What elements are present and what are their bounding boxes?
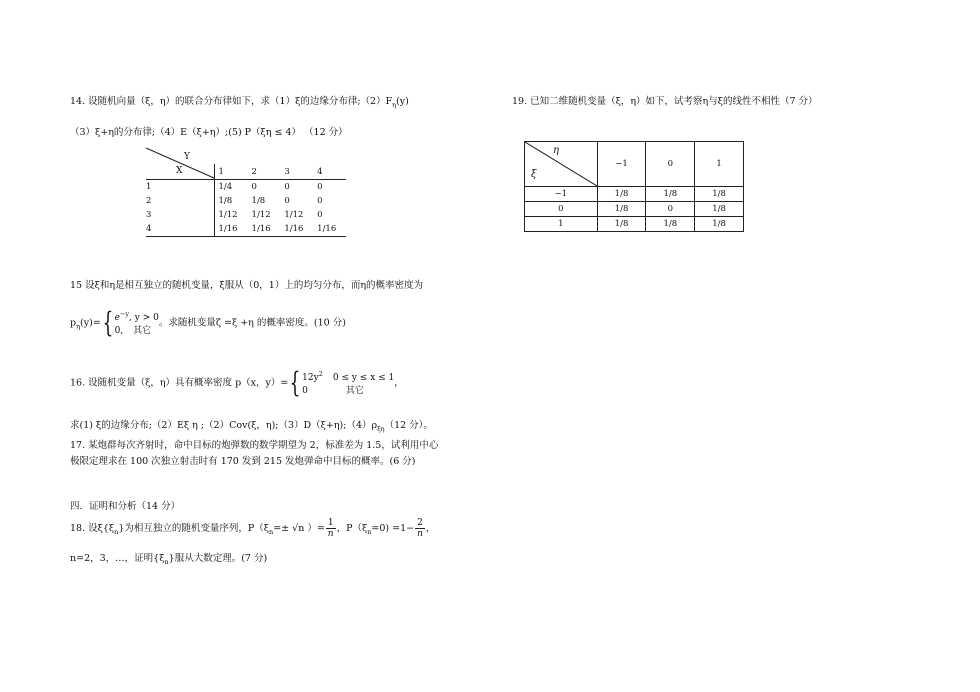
q18-mid2-end: =0) =1−: [371, 523, 415, 534]
q18-frac1: [326, 518, 336, 539]
q15-p-label: p: [70, 317, 77, 329]
q19-cell: 1/8: [695, 187, 744, 202]
q15-case1-expr: e: [114, 313, 120, 323]
q15-tail: 。求随机变量ζ =ξ +η 的概率密度。(10 分): [158, 317, 346, 329]
q19-row-label: ξ: [531, 169, 537, 180]
q18-mid2: ，P（ξ: [336, 523, 368, 534]
q14-cell: 1/4: [214, 180, 248, 195]
q14-x-value: 2: [146, 194, 214, 208]
q16-case1-sup: 2: [318, 370, 323, 378]
q14-x-value: 1: [146, 180, 214, 195]
q14-x-label: X: [176, 166, 183, 176]
q19-row: [525, 202, 744, 217]
q19-row: [525, 187, 744, 202]
q18-frac2-den: n: [417, 529, 423, 539]
q14-cell: 1/12: [251, 210, 271, 220]
q18-tail: ，: [425, 523, 436, 534]
q18-line2-seq-sub: n: [164, 557, 169, 566]
q14-row: [146, 208, 346, 222]
q19-row: [525, 217, 744, 232]
q19-col-value: 1: [695, 142, 744, 187]
q14-y-value: 1: [218, 166, 224, 177]
q18-line1: [70, 518, 435, 543]
q17-line1: 17. 某炮群每次齐射时，命中目标的炮弹数的数学期望为 2，标准差为 1.5，试利用中心: [70, 440, 439, 451]
q18-seq-end: }: [118, 523, 125, 534]
q15-case1: [115, 308, 159, 325]
q18-mid2-sub: n: [367, 527, 372, 536]
q16-cases: [302, 368, 394, 398]
q15-case2-cond: 其它: [133, 326, 152, 336]
q14-spacer-cell: [146, 148, 214, 164]
q14-corner-cell: [146, 164, 214, 180]
q15-line1: 15 设ξ和η是相互独立的随机变量，ξ服从（0，1）上的均匀分布，而η的概率密度为: [70, 280, 424, 291]
q18-seq: {ξ: [102, 523, 115, 534]
q19-xi-value: 0: [525, 202, 598, 217]
q18-line2-seq-end: }: [168, 553, 175, 564]
q15-case2-expr: 0,: [114, 326, 124, 336]
q18-frac1-den: n: [327, 529, 334, 539]
q14-y-value: 4: [317, 166, 323, 177]
q19-cell: 1/8: [695, 202, 744, 217]
q19-col-value: 0: [646, 142, 695, 187]
q14-x-value: 4: [146, 222, 214, 237]
q14-row: [146, 180, 346, 195]
q14-cell: 1/16: [280, 222, 313, 237]
q18-line2-seq: {ξ: [153, 553, 165, 564]
q14-joint-table: [146, 148, 346, 237]
q18-frac2: [415, 518, 425, 539]
q19-xi-value: −1: [525, 187, 598, 202]
q18-line2-end: 服从大数定理。(7 分): [174, 553, 268, 564]
q14-cell: 1/16: [248, 222, 281, 237]
q14-cell: 1/8: [218, 196, 233, 206]
q14-line1-text: 14. 设随机向量（ξ，η）的联合分布律如下，求（1）ξ的边缘分布律;（2）F: [70, 96, 393, 107]
q16-case2: [302, 385, 394, 398]
q14-cell: 0: [248, 180, 281, 195]
q14-line2: （3）ξ+η的分布律;（4）E（ξ+η）;(5) P（ξη ≤ 4） （12 分）: [70, 127, 348, 138]
q19-cell: 1/8: [695, 217, 744, 232]
q19-corner-cell: [525, 142, 598, 187]
q14-header-row: [146, 164, 346, 180]
q15-case1-cond: , y > 0: [129, 313, 159, 323]
q14-x-value: 3: [146, 208, 214, 222]
q18-seq-sub: n: [114, 527, 119, 536]
q14-cell: 0: [280, 180, 313, 195]
q18-line2: [70, 553, 267, 568]
q14-row: [146, 222, 346, 237]
q15-cases: [115, 308, 159, 338]
q14-y-value: 3: [284, 166, 290, 177]
q14-cell: 0: [284, 196, 290, 206]
q19-cell: 1/8: [597, 217, 646, 232]
q14-cell: 0: [317, 196, 323, 206]
q18-lead: 18. 设ξ: [70, 523, 103, 534]
q14-cell: 1/12: [218, 210, 238, 220]
section4-title: 四．证明和分析（14 分）: [70, 501, 181, 512]
q14-cell: 1/16: [214, 222, 248, 237]
q14-cell: 1/16: [313, 222, 346, 237]
q14-cell: 1/8: [251, 196, 266, 206]
q18-mid1: 为相互独立的随机变量序列，P（ξ: [124, 523, 270, 534]
q19-joint-table: [524, 141, 744, 232]
q16-density-line: [70, 368, 404, 398]
q14-y-value: 2: [251, 166, 257, 177]
q19-cell: 1/8: [646, 187, 695, 202]
q15-left-brace: {: [102, 306, 114, 339]
q16-line2-text: 求(1) ξ的边缘分布;（2）Eξ η ;（2）Cov(ξ，η);（3）D（ξ+η);（4）ρ: [70, 420, 378, 431]
q14-y-label: Y: [184, 152, 190, 162]
q15-p-arg: (y)=: [80, 317, 101, 329]
q18-frac2-num: 2: [415, 518, 425, 529]
q16-line2: [70, 420, 433, 435]
q16-left-brace: {: [289, 366, 301, 399]
q14-cell: 1/12: [284, 210, 304, 220]
q18-mid1-sub: n: [269, 527, 274, 536]
q14-row: [146, 194, 346, 208]
q19-xi-value: 1: [525, 217, 598, 232]
q14-line1-sub: η: [392, 100, 397, 109]
q19-cell: 1/8: [597, 202, 646, 217]
q14-cell: 0: [313, 180, 346, 195]
q14-cell: 0: [317, 210, 323, 220]
q18-frac1-num: 1: [326, 518, 336, 529]
q16-tail: ，: [394, 377, 404, 389]
q17-line2: 极限定理求在 100 次独立射击时有 170 发到 215 发炮弹命中目标的概率。(6 分): [70, 456, 416, 467]
q14-line1-end: (y): [396, 96, 409, 107]
q19-cell: 1/8: [646, 217, 695, 232]
q18-line2-text: n=2，3，…，证明: [70, 553, 154, 564]
q19-line1: 19. 已知二维随机变量（ξ，η）如下，试考察η与ξ的线性不相性（7 分）: [512, 96, 818, 107]
q14-spacer-cell: [214, 148, 346, 164]
q19-cell: 0: [646, 202, 695, 217]
q19-col-label: η: [553, 145, 559, 156]
q18-mid1-end: =± √n ）=: [273, 523, 325, 534]
q16-case1-expr: 12y: [302, 373, 319, 383]
q14-spacer-row: [146, 148, 346, 164]
q16-case1-cond: 0 ≤ y ≤ x ≤ 1: [332, 373, 395, 383]
q15-density-line: [70, 308, 346, 338]
q16-line2-sub: ξη: [377, 424, 385, 433]
q14-line1: [70, 96, 409, 111]
q16-case1: [302, 368, 394, 385]
q16-line2-end: （12 分）。: [384, 420, 433, 431]
q16-case2-expr: 0: [302, 386, 308, 396]
q15-case1-sup: −y: [119, 310, 130, 318]
q19-col-value: −1: [597, 142, 646, 187]
q16-case2-cond: 其它: [345, 386, 364, 396]
q16-lead: 16. 设随机变量（ξ，η）具有概率密度 p（x，y）=: [70, 377, 289, 389]
q19-cell: 1/8: [597, 187, 646, 202]
q15-p-sub: η: [76, 322, 80, 331]
q19-header-row: [525, 142, 744, 187]
q15-case2: [115, 325, 159, 338]
